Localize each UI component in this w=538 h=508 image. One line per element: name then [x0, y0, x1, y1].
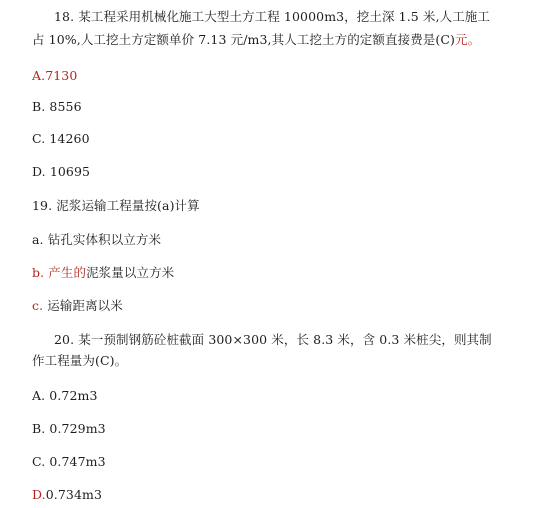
q18-text-line-1: 18. 某工程采用机械化施工大型土方工程 10000m3，挖土深 1.5 米,人工施工 [54, 9, 490, 24]
q20-text-line-2: 作工程量为(C)。 [32, 353, 128, 368]
q18-option-c: C. 14260 [32, 131, 90, 146]
q20-option-d-value: 0.734m3 [45, 487, 103, 502]
q20-text-line-1: 20. 某一预制钢筋砼桩截面 300×300 米，长 8.3 米，含 0.3 米桩尖，则其制 [54, 332, 492, 347]
q18-option-a-value: 7130 [45, 68, 78, 83]
q19-option-b-rest: 泥浆量以立方米 [86, 265, 175, 280]
q19-option-b [32, 265, 174, 281]
q19-option-c-text: 运输距离以米 [47, 298, 123, 313]
q18-option-b: B. 8556 [32, 99, 82, 114]
q19-option-b-letter: b. [32, 265, 45, 280]
q18-text-line-2 [32, 32, 480, 48]
q19-option-c-letter: c. [32, 298, 44, 313]
q20-option-b: B. 0.729m3 [32, 421, 106, 436]
q19-option-c [32, 298, 123, 314]
q18-option-a-letter: A. [32, 68, 46, 83]
q18-option-a [32, 68, 77, 84]
q19-option-b-mark: 产生的 [48, 265, 87, 280]
q20-option-d [32, 487, 102, 503]
q20-option-d-letter: D. [32, 487, 46, 502]
q19-question: 19. 泥浆运输工程量按(a)计算 [32, 198, 200, 213]
q20-option-c: C. 0.747m3 [32, 454, 106, 469]
q19-option-a: a. 钻孔实体积以立方米 [32, 232, 162, 247]
q18-text-line-2-start: 占 10%,人工挖土方定额单价 7.13 元/m3,其人工挖土方的定额直接费是(C) [32, 32, 456, 47]
q18-answer-suffix: 元。 [455, 32, 481, 47]
q18-option-d: D. 10695 [32, 164, 91, 179]
q20-option-a: A. 0.72m3 [32, 388, 98, 403]
